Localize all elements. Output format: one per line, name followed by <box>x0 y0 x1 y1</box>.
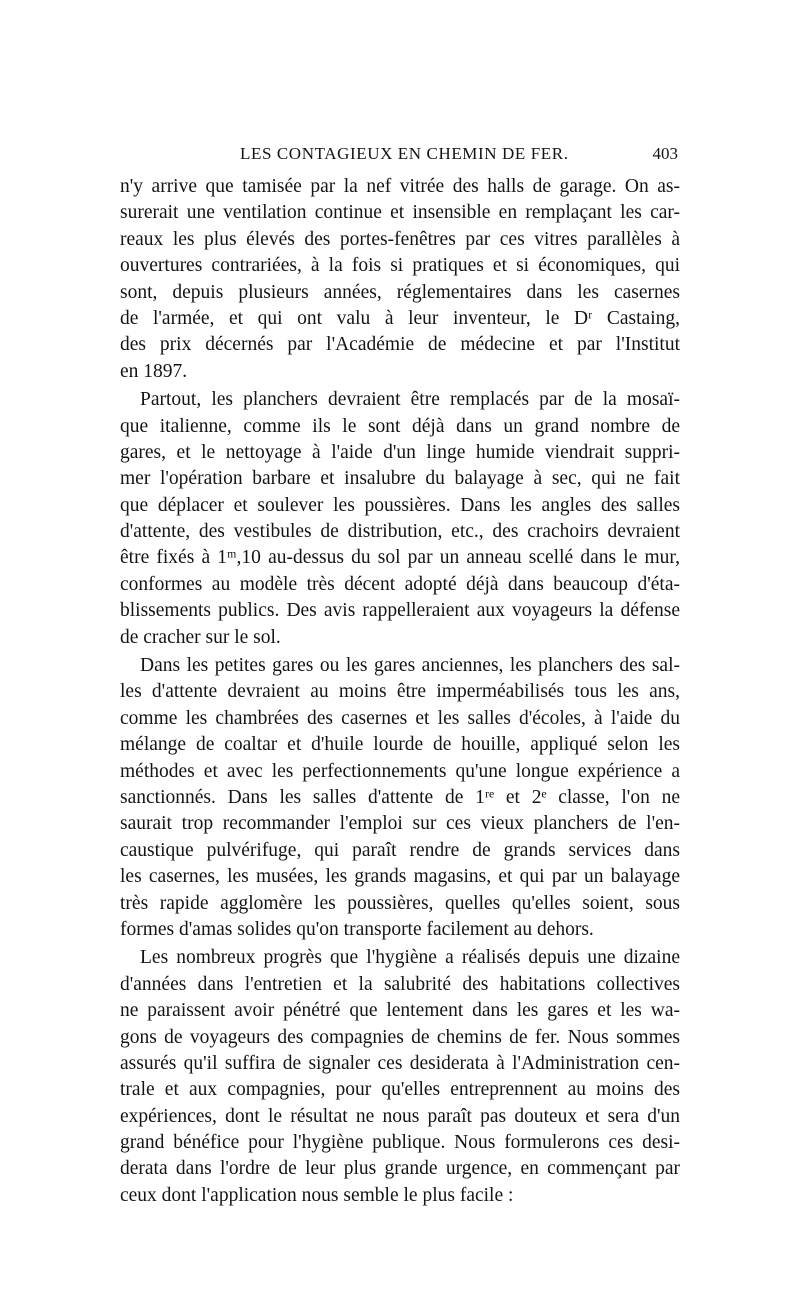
paragraph-1 <box>120 174 680 385</box>
paragraph-3 <box>120 653 680 943</box>
text-line: formes d'amas solides qu'on transporte facilement au dehors. <box>120 918 594 940</box>
text-line: méthodes et avec les perfectionnements qu'une longue expérience a <box>120 760 680 782</box>
text-line: mer l'opération barbare et insalubre du balayage à sec, qui ne fait <box>120 468 680 490</box>
paragraph-2 <box>120 387 680 651</box>
text-line: expériences, dont le résultat ne nous paraît pas douteux et sera d'un <box>120 1105 680 1127</box>
text-line: ceux dont l'application nous semble le plus facile : <box>120 1184 514 1206</box>
text-line: des prix décernés par l'Académie de médecine et par l'Institut <box>120 334 680 356</box>
text-line: n'y arrive que tamisée par la nef vitrée des halls de garage. On as- <box>120 176 680 197</box>
text-line: ne paraissent avoir pénétré que lentement dans les gares et les wa- <box>120 1000 680 1022</box>
text-line: mélange de coaltar et d'huile lourde de houille, appliqué selon les <box>120 734 680 756</box>
text-line: comme les chambrées des casernes et les salles d'écoles, à l'aide du <box>120 707 680 729</box>
text-line: d'années dans l'entretien et la salubrité des habitations collectives <box>120 973 680 995</box>
text-line: sont, depuis plusieurs années, réglementaires dans les casernes <box>120 281 680 303</box>
text-line: assurés qu'il suffira de signaler ces desiderata à l'Administration cen- <box>120 1052 680 1074</box>
text-line: saurait trop recommander l'emploi sur ces vieux planchers de l'en- <box>120 813 680 835</box>
text-line: reaux les plus élevés des portes-fenêtres par ces vitres parallèles à <box>120 228 680 250</box>
text-line: que italienne, comme ils le sont déjà dans un grand nombre de <box>120 415 680 437</box>
running-header-title: LES CONTAGIEUX EN CHEMIN DE FER. <box>240 144 569 163</box>
text-line: Partout, les planchers devraient être remplacés par de la mosaï- <box>140 389 680 411</box>
text-line: ouvertures contrariées, à la fois si pratiques et si économiques, qui <box>120 255 680 277</box>
text-line: de l'armée, et qui ont valu à leur inventeur, le Dʳ Castaing, <box>120 307 680 329</box>
text-line: les d'attente devraient au moins être imperméabilisés tous les ans, <box>120 681 680 703</box>
paragraph-4 <box>120 945 680 1209</box>
text-line: Les nombreux progrès que l'hygiène a réalisés depuis une dizaine <box>140 947 680 969</box>
text-line: grand bénéfice pour l'hygiène publique. Nous formulerons ces desi- <box>120 1132 680 1154</box>
body-text <box>120 174 680 1209</box>
text-line: surerait une ventilation continue et insensible en remplaçant les car- <box>120 202 680 224</box>
text-line: trale et aux compagnies, pour qu'elles entreprennent au moins des <box>120 1079 680 1101</box>
text-line: de cracher sur le sol. <box>120 626 281 648</box>
text-line: que déplacer et soulever les poussières. Dans les angles des salles <box>120 494 680 516</box>
text-line: gares, et le nettoyage à l'aide d'un linge humide viendrait suppri- <box>120 441 680 463</box>
text-line: gons de voyageurs des compagnies de chemins de fer. Nous sommes <box>120 1026 680 1048</box>
running-header <box>120 144 680 170</box>
text-line: caustique pulvérifuge, qui paraît rendre de grands services dans <box>120 839 680 861</box>
text-line: être fixés à 1ᵐ,10 au-dessus du sol par un anneau scellé dans le mur, <box>120 547 680 569</box>
text-line: d'attente, des vestibules de distribution, etc., des crachoirs devraient <box>120 521 680 543</box>
text-line: blissements publics. Des avis rappelleraient aux voyageurs la défense <box>120 600 680 622</box>
text-line: conformes au modèle très décent adopté déjà dans beaucoup d'éta- <box>120 573 680 595</box>
text-line: les casernes, les musées, les grands magasins, et qui par un balayage <box>120 866 680 888</box>
text-line: sanctionnés. Dans les salles d'attente de 1ʳᵉ et 2ᵉ classe, l'on ne <box>120 786 680 808</box>
text-line: Dans les petites gares ou les gares anciennes, les planchers des sal- <box>140 655 680 677</box>
text-line: derata dans l'ordre de leur plus grande urgence, en commençant par <box>120 1158 680 1180</box>
text-line: en 1897. <box>120 360 188 382</box>
text-line: très rapide agglomère les poussières, quelles qu'elles soient, sous <box>120 892 680 914</box>
page-number: 403 <box>652 144 678 163</box>
